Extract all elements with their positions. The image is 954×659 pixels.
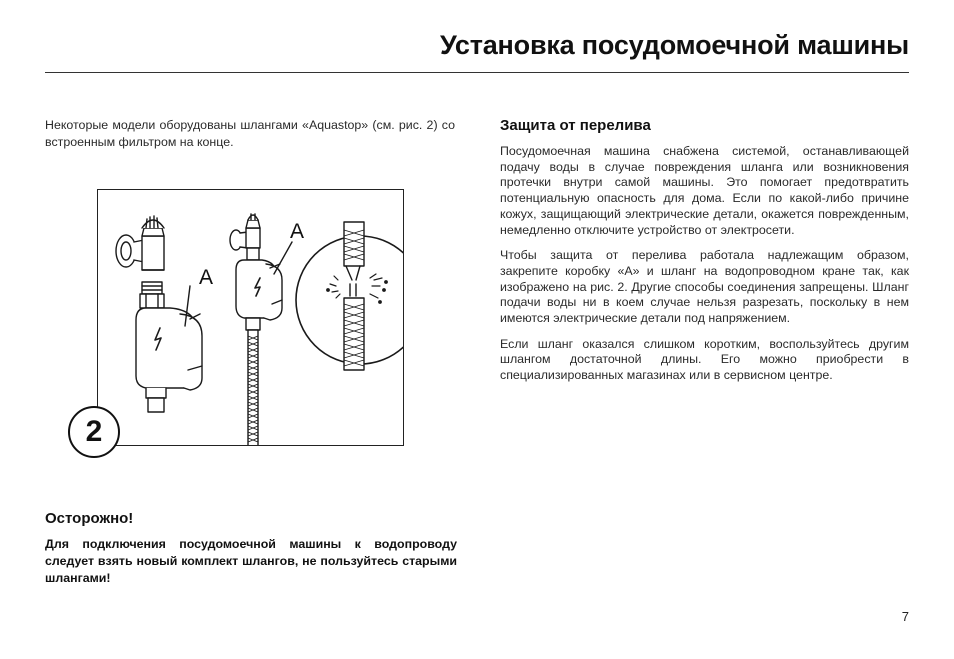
overflow-paragraph-1: Посудомоечная машина снабжена системой, останавливающей подачу воды в случае повреждения шланга или возникновения протечки внутри самой машины. Это помогает предотвратить потенциальную опасность для дома. Если по какой-либо причине кожух, защищающий электрические детали, окажется поврежденным, немедленно отключите устройство от электросети. [500,144,909,237]
wall-tap-middle [230,214,260,260]
overflow-paragraph-3: Если шланг оказался слишком коротким, воспользуйтесь другим шлангом достаточной длины. Его можно приобрести в специализированных магазинах или в сервисном центре. [500,336,909,383]
right-column [500,117,909,394]
callout-line-middle [274,242,292,274]
aquastop-drawing [98,190,404,446]
magnified-detail [296,222,404,370]
wall-tap-left [116,216,164,270]
callout-label-middle: A [290,220,305,243]
warning-heading: Осторожно! [45,510,134,527]
braided-hose-middle [248,330,258,446]
page-title: Установка посудомоечной машины [440,30,909,60]
overflow-paragraph-2: Чтобы защита от перелива работала надлежащим образом, закрепите коробку «A» и шланг на водопроводном кране так, как изображено на рис. 2. Другие способы соединения запрещены. Шланг подачи воды ни в коем случае нельзя разрезать, поскольку в нем имеются электрические детали под напряжением. [500,248,909,326]
section-heading-overflow: Защита от перелива [500,117,651,134]
aquastop-box-left [136,282,202,412]
aquastop-box-middle [236,260,282,330]
warning-block [45,510,457,587]
page-number: 7 [901,609,909,624]
callout-label-left: A [199,266,214,289]
left-column [45,117,455,151]
warning-text: Для подключения посудомоечной машины к водопроводу следует взять новый комплект шлангов, не пользуйтесь старыми шлангами! [45,537,457,585]
figure-aquastop-illustration [97,189,404,446]
figure-number-badge: 2 [68,406,120,458]
intro-paragraph: Некоторые модели оборудованы шлангами «Aquastop» (см. рис. 2) со встроенным фильтром на конце. [45,118,455,149]
title-divider [45,72,909,73]
